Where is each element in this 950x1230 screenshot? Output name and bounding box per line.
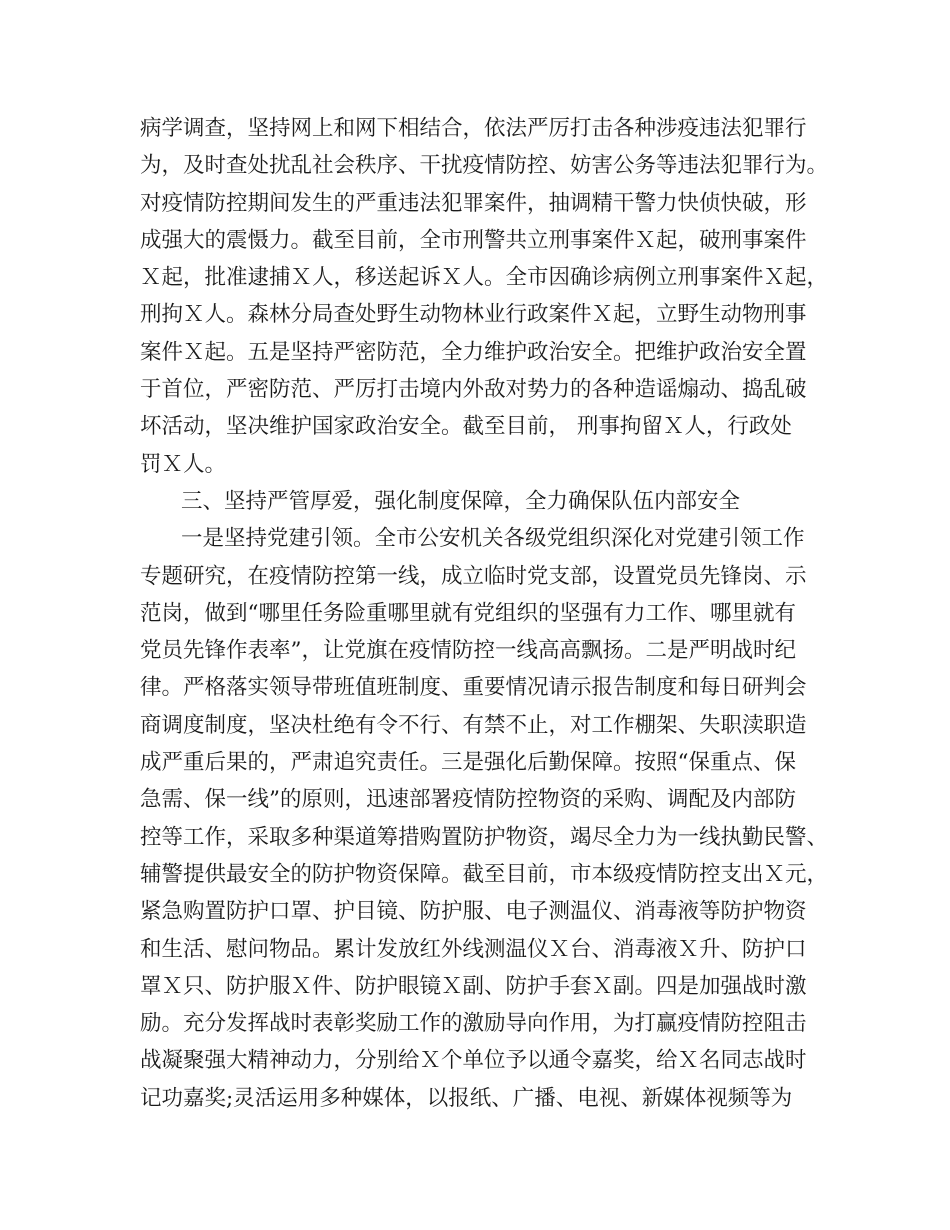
section-heading: 三、坚持严管厚爱，强化制度保障，全力确保队伍内部安全 bbox=[181, 488, 741, 514]
text-line: 病学调查，坚持网上和网下相结合，依法严厉打击各种涉疫违法犯罪行 bbox=[140, 116, 807, 141]
text-line: 商调度制度，坚决杜绝有令不行、有禁不止，对工作棚架、失职渎职造 bbox=[140, 712, 807, 738]
text-line: 和生活、慰问物品。累计发放红外线测温仪Ｘ台、消毒液Ｘ升、防护口 bbox=[140, 936, 807, 962]
text-line: 罚Ｘ人。 bbox=[140, 451, 227, 477]
text-line: Ｘ起，批准逮捕Ｘ人，移送起诉Ｘ人。全市因确诊病例立刑事案件Ｘ起， bbox=[140, 265, 829, 291]
text-line: 对疫情防控期间发生的严重违法犯罪案件，抽调精干警力快侦快破，形 bbox=[140, 190, 807, 216]
text-line: 记功嘉奖;灵活运用多种媒体，以报纸、广播、电视、新媒体视频等为 bbox=[140, 1085, 793, 1111]
text-line: 为，及时查处扰乱社会秩序、干扰疫情防控、妨害公务等违法犯罪行为。 bbox=[140, 153, 829, 179]
paragraph-start-line: 一是坚持党建引领。全市公安机关各级党组织深化对党建引领工作 bbox=[181, 526, 805, 552]
document-body bbox=[140, 110, 840, 1117]
text-line: 励。充分发挥战时表彰奖励工作的激励导向作用，为打赢疫情防控阻击 bbox=[140, 1011, 807, 1037]
text-line: 急需、保一线”的原则，迅速部署疫情防控物资的采购、调配及内部防 bbox=[140, 787, 796, 813]
text-line: 于首位，严密防范、严厉打击境内外敌对势力的各种造谣煽动、捣乱破 bbox=[140, 377, 807, 403]
text-line: 专题研究，在疫情防控第一线，成立临时党支部，设置党员先锋岗、示 bbox=[140, 563, 807, 589]
text-line: 紧急购置防护口罩、护目镜、防护服、电子测温仪、消毒液等防护物资 bbox=[140, 899, 807, 925]
text-line: 刑拘Ｘ人。森林分局查处野生动物林业行政案件Ｘ起，立野生动物刑事 bbox=[140, 302, 807, 328]
text-line: 辅警提供最安全的防护物资保障。截至目前，市本级疫情防控支出Ｘ元， bbox=[140, 861, 829, 887]
text-line: 律。严格落实领导带班值班制度、重要情况请示报告制度和每日研判会 bbox=[140, 675, 807, 701]
text-line: 控等工作，采取多种渠道筹措购置防护物资，竭尽全力为一线执勤民警、 bbox=[140, 824, 829, 850]
text-line: 战凝聚强大精神动力，分别给Ｘ个单位予以通令嘉奖，给Ｘ名同志战时 bbox=[140, 1048, 807, 1074]
text-line: 成强大的震慑力。截至目前，全市刑警共立刑事案件Ｘ起，破刑事案件 bbox=[140, 227, 807, 253]
text-line: 案件Ｘ起。五是坚持严密防范，全力维护政治安全。把维护政治安全置 bbox=[140, 339, 807, 365]
text-line: 罩Ｘ只、防护服Ｘ件、防护眼镜Ｘ副、防护手套Ｘ副。四是加强战时激 bbox=[140, 973, 807, 999]
text-line: 成严重后果的，严肃追究责任。三是强化后勤保障。按照“保重点、保 bbox=[140, 750, 796, 776]
text-line: 范岗，做到“哪里任务险重哪里就有党组织的坚强有力工作、哪里就有 bbox=[140, 600, 796, 626]
text-line: 坏活动，坚决维护国家政治安全。截至目前， 刑事拘留Ｘ人，行政处 bbox=[140, 414, 792, 440]
text-line: 党员先锋作表率”，让党旗在疫情防控一线高高飘扬。二是严明战时纪 bbox=[140, 638, 796, 664]
